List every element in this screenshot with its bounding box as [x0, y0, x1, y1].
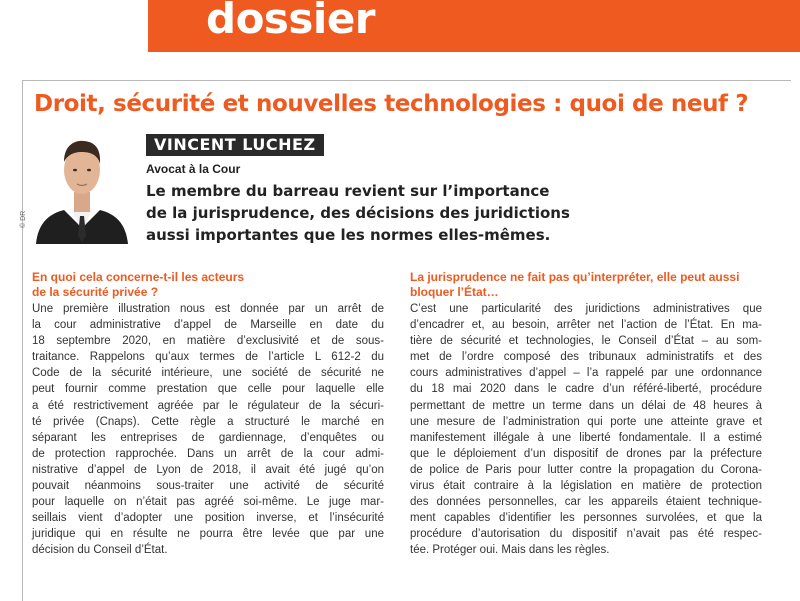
- body-line: virus était contraire à la législation en matière de protection: [410, 480, 762, 493]
- body-line: traitance. Rappelons qu’aux termes de l’article L 612-2 du: [32, 351, 384, 364]
- body-line: peut fournir comme prestation que celle pour laquelle elle: [32, 383, 384, 396]
- body-line: manifestement illégale à une liberté fondamentale. Il a estimé: [410, 431, 762, 444]
- body-line: ment capables d’identifier les personnes survolées, et que la: [410, 512, 762, 525]
- body-line: de protection rapprochée. Dans un arrêt de la cour admi-: [32, 447, 384, 460]
- body-line: seillais vient d’adopter une position inverse, et l’insécurité: [32, 512, 384, 525]
- body-line: la cour administrative d’appel de Marseille en date du: [32, 319, 384, 332]
- body-line: té privée (Cnaps). Cette règle a structuré le marché en: [32, 415, 384, 428]
- body-line: C’est une particularité des juridictions administratives que: [410, 303, 762, 315]
- photo-credit: © DR: [20, 210, 27, 228]
- right-question: [410, 270, 762, 300]
- body-line: procédure d’autorisation du dispositif n’avait pas été respec-: [410, 528, 762, 541]
- body-line: une mesure de l’administration qui porte une atteinte grave et: [410, 415, 762, 428]
- author-name-badge: VINCENT LUCHEZ: [146, 134, 324, 156]
- section-banner: [148, 0, 800, 52]
- body-line: du 18 mai 2020 dans le cadre d’un référé-liberté, procédure: [410, 383, 762, 396]
- body-line: d’encadrer et, au besoin, arrêter net l’action de l’État. En ma-: [410, 319, 762, 332]
- lede-line: aussi importantes que les normes elles-mêmes.: [146, 226, 551, 244]
- left-column: [32, 270, 384, 559]
- body-line: séparant les entreprises de gardiennage, d’enquêtes ou: [32, 431, 384, 444]
- author-portrait: [34, 132, 130, 244]
- right-column: [410, 270, 762, 559]
- body-line: tée. Protéger oui. Mais dans les règles.: [410, 544, 610, 557]
- body-line: Une première illustration nous est donnée par un arrêt de: [32, 303, 384, 315]
- body-line: pour laquelle on n’était pas agréé soi-même. Le juge mar-: [32, 496, 384, 509]
- question-line: de la sécurité privée ?: [32, 285, 159, 299]
- question-line: En quoi cela concerne-t-il les acteurs: [32, 270, 245, 284]
- left-body: [32, 301, 384, 559]
- body-line: a été restrictivement agréée par le régulateur de la sécuri-: [32, 399, 384, 412]
- body-line: Code de la sécurité intérieure, une société de sécurité ne: [32, 367, 384, 380]
- body-line: met de l’ordre composé des tribunaux administratifs et des: [410, 351, 762, 364]
- article-title: Droit, sécurité et nouvelles technologies : quoi de neuf ?: [34, 91, 749, 117]
- right-body: [410, 301, 762, 559]
- question-line: bloquer l’État…: [410, 285, 499, 299]
- author-role: Avocat à la Cour: [146, 162, 241, 176]
- body-line: nistrative d’appel de Lyon de 2018, il avait été jugé qu’on: [32, 463, 384, 476]
- body-line: décision du Conseil d’État.: [32, 544, 168, 557]
- body-line: 18 septembre 2020, en matière d’exclusivité et de sous-: [32, 335, 384, 348]
- section-title: dossier: [206, 0, 376, 43]
- body-line: tière de sécurité et technologies, le Conseil d’État – au som-: [410, 335, 762, 348]
- body-line: que le déploiement d’un dispositif de drones par la préfecture: [410, 447, 762, 460]
- body-line: juridique qui en résulte ne pourra être levée que par une: [32, 528, 384, 541]
- lede-line: Le membre du barreau revient sur l’importance: [146, 182, 550, 200]
- body-line: pouvait néanmoins sous-traiter une activité de sécurité: [32, 480, 384, 493]
- body-line: des données personnelles, car les appareils étaient technique-: [410, 496, 762, 509]
- article-lede: [146, 180, 616, 246]
- question-line: La jurisprudence ne fait pas qu’interpréter, elle peut aussi: [410, 270, 740, 284]
- left-question: [32, 270, 384, 300]
- body-line: permettant de mettre un terme dans un délai de 48 heures à: [410, 399, 762, 412]
- lede-line: de la jurisprudence, des décisions des juridictions: [146, 204, 570, 222]
- body-line: de police de Paris pour lutter contre la propagation du Corona-: [410, 463, 762, 476]
- body-line: cours administratives d’appel – l’a rappelé par une ordonnance: [410, 367, 762, 380]
